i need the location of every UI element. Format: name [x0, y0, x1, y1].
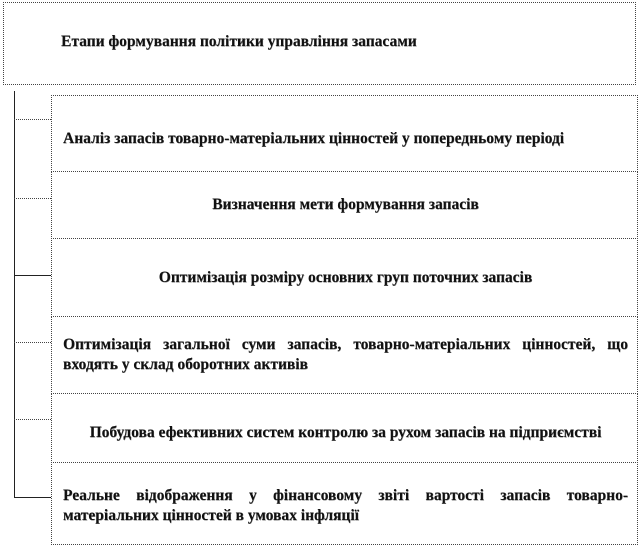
step-label-3: Оптимізація розміру основних груп поточних запасів [158, 268, 533, 286]
step-box-5 [51, 393, 638, 463]
step-box-4 [51, 316, 638, 394]
connector-tick-1 [14, 119, 51, 120]
connector-tick-3 [14, 275, 51, 276]
connector-tick-5 [14, 419, 51, 420]
connector-spine [14, 91, 15, 497]
step-box-1 [51, 95, 638, 172]
step-label-4: Оптимізація загальної суми запасів, товарно-матеріальних цінностей, що входять у склад оборотних активів [63, 336, 628, 373]
step-label-1: Аналіз запасів товарно-матеріальних цінностей у попередньому періоді [63, 129, 565, 147]
connector-tick-6 [14, 497, 51, 498]
diagram-title-box [3, 2, 636, 85]
step-box-6 [51, 462, 638, 545]
step-label-6: Реальне відображення у фінансовому звіті вартості запасів товарно-матеріальних цінностей в умовах інфляції [63, 486, 628, 524]
step-label-5: Побудова ефективних систем контролю за рухом запасів на підприємстві [89, 424, 602, 441]
connector-tick-4 [14, 342, 51, 343]
step-box-3 [51, 238, 638, 317]
step-box-2 [51, 171, 638, 239]
connector-tick-2 [14, 198, 51, 199]
step-label-2: Визначення мети формування запасів [212, 196, 479, 213]
diagram-title: Етапи формування політики управління запасами [61, 32, 417, 50]
